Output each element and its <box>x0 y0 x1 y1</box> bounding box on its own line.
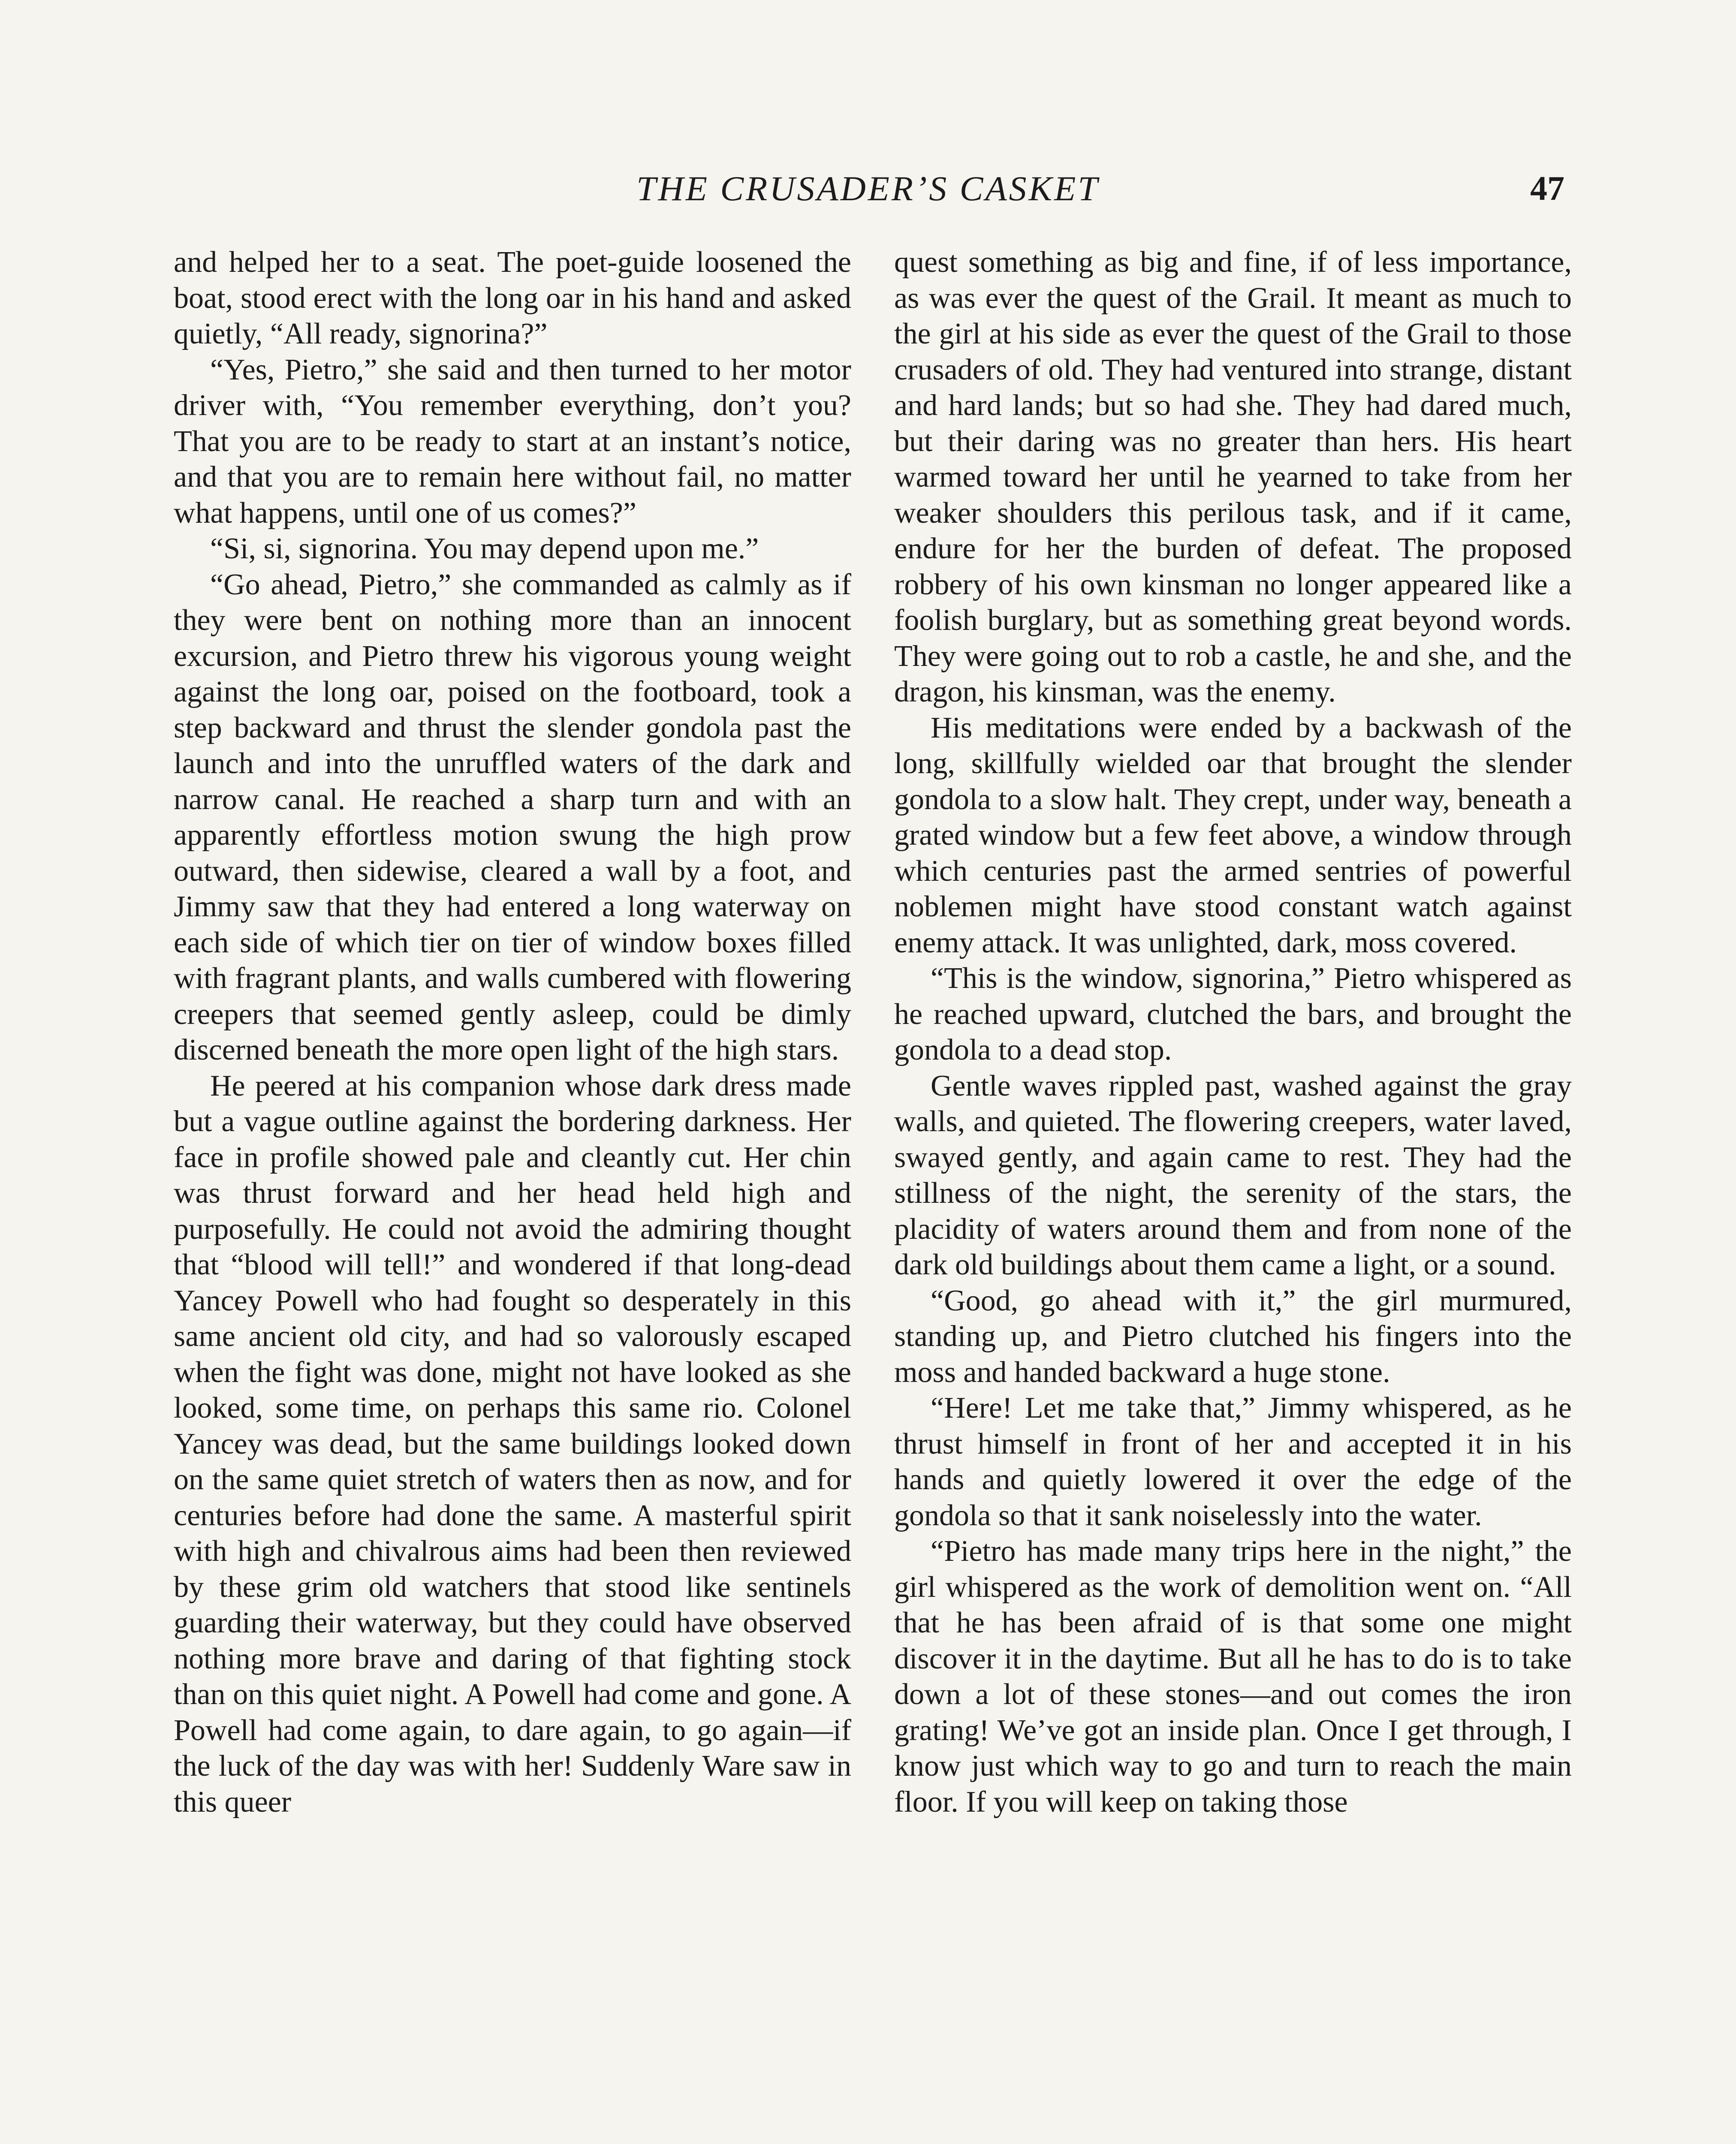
right-text-column <box>894 244 1572 1820</box>
paragraph: and helped her to a seat. The poet-guide loosened the boat, stood erect with the long oar in his hand and asked quietly, “All ready, signorina?” <box>174 246 851 350</box>
paragraph: “Here! Let me take that,” Jimmy whispered, as he thrust himself in front of her and accepted it in his hands and quietly lowered it over the edge of the gondola so that it sank noiselessly into the water. <box>894 1391 1572 1532</box>
paragraph: Gentle waves rippled past, washed against the gray walls, and quieted. The flowering creepers, water laved, swayed gently, and again came to rest. They had the stillness of the night, the serenity of the stars, the placidity of waters around them and from none of the dark old buildings about them came a light, or a sound. <box>894 1069 1572 1281</box>
paragraph: “Pietro has made many trips here in the night,” the girl whispered as the work of demolition went on. “All that he has been afraid of is that some one might discover it in the daytime. But all he has to do is to take down a lot of these stones—and out comes the iron grating! We’ve got an inside plan. Once I get through, I know just which way to go and turn to reach the main floor. If you will keep on taking those <box>894 1535 1572 1819</box>
paragraph: “Yes, Pietro,” she said and then turned to her motor driver with, “You remember everything, don’t you? That you are to be ready to start at an instant’s notice, and that you are to remain here without fail, no matter what happens, until one of us comes?” <box>174 353 851 530</box>
page-number: 47 <box>1530 170 1564 208</box>
paragraph: quest something as big and fine, if of less importance, as was ever the quest of the Grail. It meant as much to the girl at his side as ever the quest of the Grail to those crusaders of old. They had ventured into strange, distant and hard lands; but so had she. They had dared much, but their daring was no greater than hers. His heart warmed toward her until he yearned to take from her weaker shoulders this perilous task, and if it came, endure for her the burden of defeat. The proposed robbery of his own kinsman no longer appeared like a foolish burglary, but as something great beyond words. They were going out to rob a castle, he and she, and the dragon, his kinsman, was the enemy. <box>894 246 1572 708</box>
paragraph: His meditations were ended by a backwash of the long, skillfully wielded oar that brought the slender gondola to a slow halt. They crept, under way, beneath a grated window but a few feet above, a window through which centuries past the armed sentries of powerful noblemen might have stood constant watch against enemy attack. It was unlighted, dark, moss covered. <box>894 711 1572 959</box>
left-text-column <box>174 244 851 1820</box>
paragraph: “Good, go ahead with it,” the girl murmured, standing up, and Pietro clutched his fingers into the moss and handed backward a huge stone. <box>894 1284 1572 1389</box>
paragraph: “This is the window, signorina,” Pietro whispered as he reached upward, clutched the bars, and brought the gondola to a dead stop. <box>894 962 1572 1066</box>
running-title: THE CRUSADER’S CASKET <box>636 169 1100 208</box>
running-head <box>172 165 1564 212</box>
paragraph: “Go ahead, Pietro,” she commanded as calmly as if they were bent on nothing more than an innocent excursion, and Pietro threw his vigorous young weight against the long oar, poised on the footboard, took a step backward and thrust the slender gondola past the launch and into the unruffled waters of the dark and narrow canal. He reached a sharp turn and with an apparently effortless motion swung the high prow outward, then sidewise, cleared a wall by a foot, and Jimmy saw that they had entered a long waterway on each side of which tier on tier of window boxes filled with fragrant plants, and walls cumbered with flowering creepers that seemed gently asleep, could be dimly discerned beneath the more open light of the high stars. <box>174 568 851 1066</box>
paragraph: “Si, si, signorina. You may depend upon me.” <box>210 532 759 565</box>
paragraph: He peered at his companion whose dark dress made but a vague outline against the bordering darkness. Her face in profile showed pale and cleantly cut. Her chin was thrust forward and her head held high and purposefully. He could not avoid the admiring thought that “blood will tell!” and wondered if that long-dead Yancey Powell who had fought so desperately in this same ancient old city, and had so valorously escaped when the fight was done, might not have looked as she looked, some time, on perhaps this same rio. Colonel Yancey was dead, but the same buildings looked down on the same quiet stretch of waters then as now, and for centuries before had done the same. A masterful spirit with high and chivalrous aims had been then reviewed by these grim old watchers that stood like sentinels guarding their waterway, but they could have observed nothing more brave and daring of that fighting stock than on this quiet night. A Powell had come and gone. A Powell had come again, to dare again, to go again—if the luck of the day was with her! Suddenly Ware saw in this queer <box>174 1069 851 1819</box>
